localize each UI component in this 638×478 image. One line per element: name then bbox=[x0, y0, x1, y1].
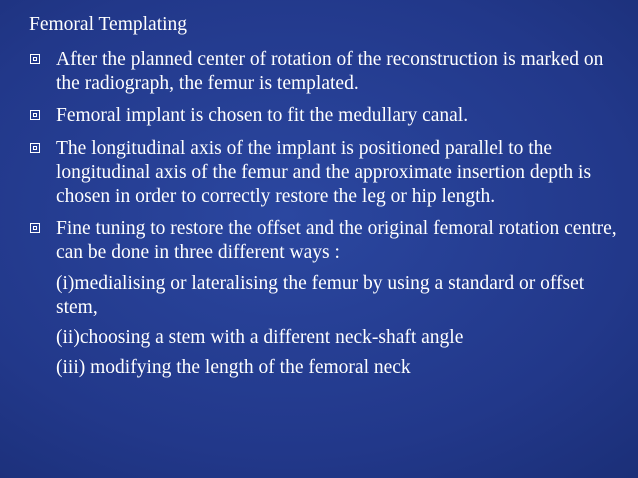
square-bullet-icon bbox=[30, 54, 40, 64]
square-bullet-icon bbox=[30, 143, 40, 153]
bullet-item bbox=[29, 48, 629, 96]
slide-title: Femoral Templating bbox=[29, 14, 188, 35]
bullet-text: After the planned center of rotation of the reconstruction is marked on the radiograph, the femur is templated. bbox=[56, 49, 604, 95]
sub-item: (i)medialising or lateralising the femur by using a standard or offset stem, bbox=[56, 272, 585, 318]
bullet-text: Fine tuning to restore the offset and the original femoral rotation centre, can be done in three different ways : bbox=[56, 218, 617, 264]
sub-item: (ii)choosing a stem with a different neck-shaft angle bbox=[56, 327, 464, 349]
bullet-text: Femoral implant is chosen to fit the medullary canal. bbox=[56, 105, 469, 127]
bullet-list bbox=[29, 48, 629, 388]
sub-item: (iii) modifying the length of the femoral neck bbox=[56, 357, 411, 379]
bullet-text: The longitudinal axis of the implant is positioned parallel to the longitudinal axis of the femur and the approximate insertion depth is chosen in order to correctly restore the leg or hip length. bbox=[56, 137, 592, 208]
bullet-item bbox=[29, 137, 629, 210]
square-bullet-icon bbox=[30, 110, 40, 120]
bullet-item bbox=[29, 104, 629, 128]
bullet-item bbox=[29, 217, 629, 380]
square-bullet-icon bbox=[30, 223, 40, 233]
